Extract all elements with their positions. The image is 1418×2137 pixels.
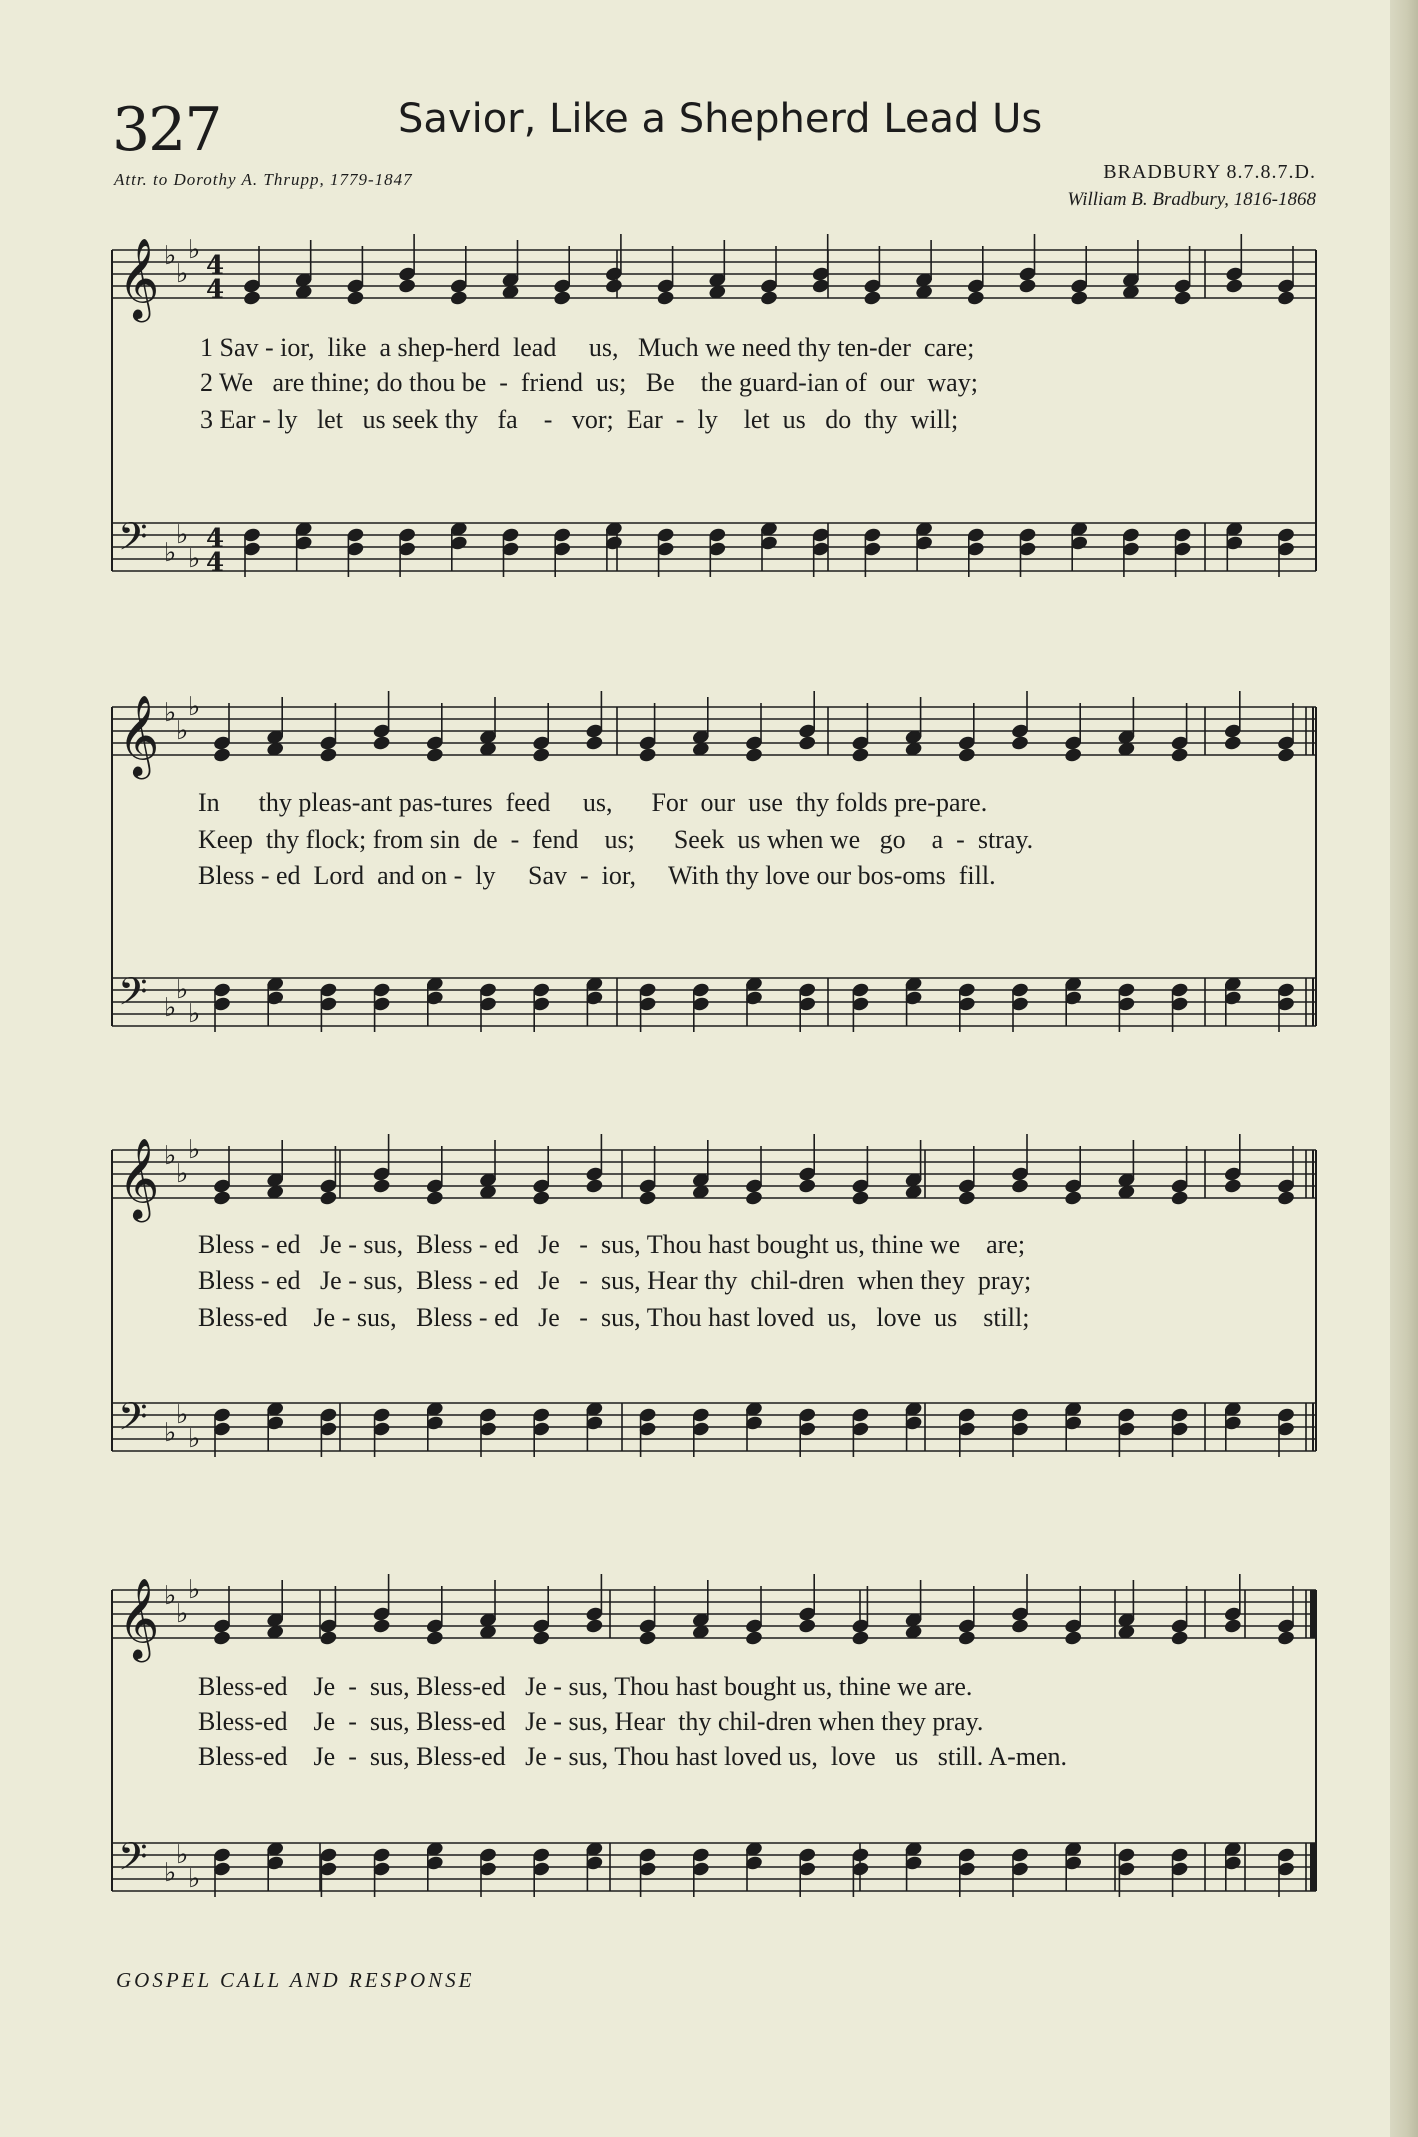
time-signature: 4: [206, 251, 225, 281]
flat-icon: ♭: [188, 1135, 201, 1165]
flat-icon: ♭: [164, 1418, 177, 1448]
lyric-line: 3 Ear - ly let us seek thy fa - vor; Ear - ly let us do thy will;: [200, 405, 959, 434]
lyric-line: 2 We are thine; do thou be - friend us; Be the guard-ian of our way;: [200, 368, 978, 397]
flat-icon: ♭: [176, 975, 189, 1005]
flat-icon: ♭: [188, 1424, 201, 1454]
time-signature: 4: [206, 275, 225, 305]
flat-icon: ♭: [164, 698, 177, 728]
lyric-line: Bless-ed Je - sus, Bless-ed Je - sus, Hear thy chil-dren when they pray.: [198, 1707, 984, 1736]
hymn-number: 327: [112, 95, 221, 165]
bass-clef-icon: 𝄢: [118, 969, 148, 1023]
flat-icon: ♭: [176, 716, 189, 746]
treble-clef-icon: 𝄞: [118, 1577, 160, 1659]
flat-icon: ♭: [164, 241, 177, 271]
lyric-line: Keep thy flock; from sin de - fend us; Seek us when we go a - stray.: [198, 825, 1034, 854]
flat-icon: ♭: [176, 259, 189, 289]
lyric-line: In thy pleas-ant pas-tures feed us, For our use thy folds pre-pare.: [198, 788, 988, 817]
time-signature: 4: [206, 548, 225, 578]
flat-icon: ♭: [176, 1400, 189, 1430]
flat-icon: ♭: [164, 1858, 177, 1888]
flat-icon: ♭: [176, 1840, 189, 1870]
lyric-line: Bless-ed Je - sus, Bless - ed Je - sus, Thou hast loved us, love us still;: [198, 1303, 1030, 1332]
treble-clef-icon: 𝄞: [118, 237, 160, 319]
hymn-title: Savior, Like a Shepherd Lead Us: [398, 96, 1043, 142]
bass-clef-icon: 𝄢: [118, 514, 148, 568]
flat-icon: ♭: [188, 1864, 201, 1894]
lyric-line: 1 Sav - ior, like a shep-herd lead us, Much we need thy ten-der care;: [200, 333, 975, 362]
flat-icon: ♭: [188, 1575, 201, 1605]
flat-icon: ♭: [176, 520, 189, 550]
time-signature: 4: [206, 524, 225, 554]
bass-clef-icon: 𝄢: [118, 1394, 148, 1448]
flat-icon: ♭: [176, 1599, 189, 1629]
section-footer: GOSPEL CALL AND RESPONSE: [116, 1968, 475, 1992]
flat-icon: ♭: [188, 544, 201, 574]
flat-icon: ♭: [164, 1141, 177, 1171]
flat-icon: ♭: [188, 692, 201, 722]
flat-icon: ♭: [164, 993, 177, 1023]
lyric-line: Bless-ed Je - sus, Bless-ed Je - sus, Thou hast bought us, thine we are.: [198, 1672, 973, 1701]
lyric-line: Bless-ed Je - sus, Bless-ed Je - sus, Thou hast loved us, love us still. A-men.: [198, 1742, 1068, 1771]
flat-icon: ♭: [188, 235, 201, 265]
flat-icon: ♭: [164, 1581, 177, 1611]
composer-credit: William B. Bradbury, 1816-1868: [1067, 189, 1316, 210]
flat-icon: ♭: [164, 538, 177, 568]
lyricist-credit: Attr. to Dorothy A. Thrupp, 1779-1847: [114, 170, 413, 189]
lyric-line: Bless - ed Lord and on - ly Sav - ior, With thy love our bos-oms fill.: [198, 861, 996, 890]
lyric-line: Bless - ed Je - sus, Bless - ed Je - sus, Hear thy chil-dren when they pray;: [198, 1266, 1032, 1295]
bass-clef-icon: 𝄢: [118, 1834, 148, 1888]
treble-clef-icon: 𝄞: [118, 694, 160, 776]
flat-icon: ♭: [188, 999, 201, 1029]
tune-name: BRADBURY 8.7.8.7.D.: [1103, 161, 1316, 183]
treble-clef-icon: 𝄞: [118, 1137, 160, 1219]
lyric-line: Bless - ed Je - sus, Bless - ed Je - sus, Thou hast bought us, thine we are;: [198, 1230, 1026, 1259]
flat-icon: ♭: [176, 1159, 189, 1189]
